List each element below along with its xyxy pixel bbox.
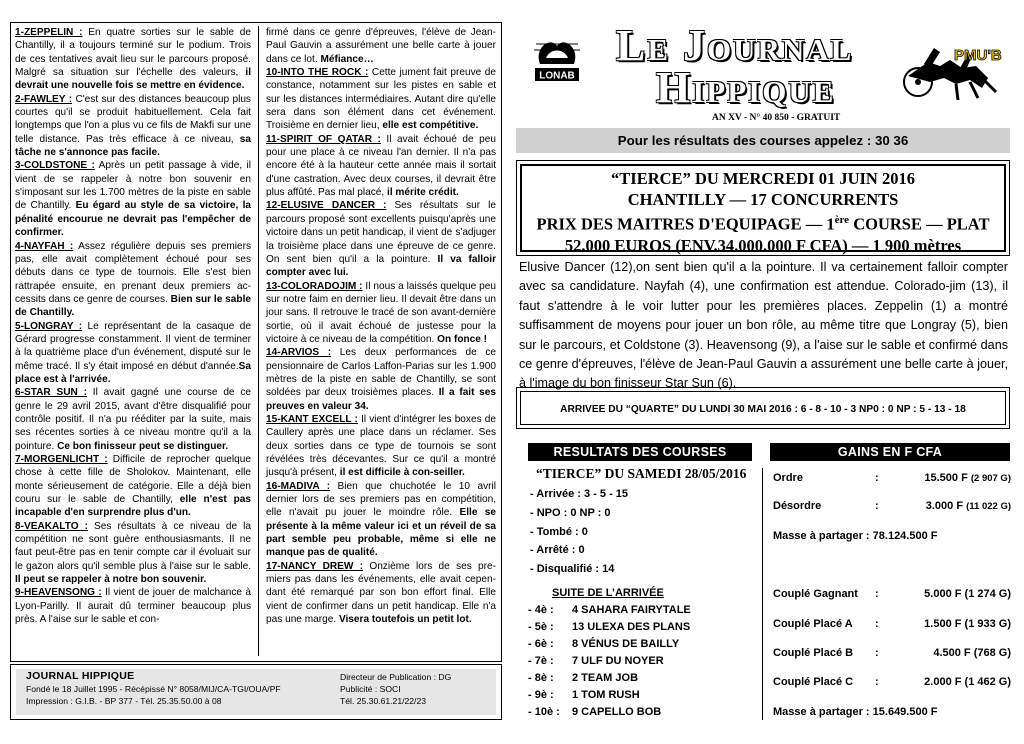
footer-printing: Impression : G.I.B. - BP 377 - Tél. 25.35.50.00 à 08	[26, 696, 222, 706]
quarte-result: ARRIVEE DU “QUARTE” DU LUNDI 30 MAI 2016 : 6 - 8 - 10 - 3 NP0 : 0 NP : 5 - 13 - 18	[520, 391, 1006, 425]
issue-number: AN XV - N° 40 850 - GRATUIT	[712, 113, 841, 123]
result-line: - Tombé : 0	[530, 526, 588, 538]
quarte-box	[516, 387, 1010, 429]
race-purse: 52.000 EUROS (ENV.34.000.000 F CFA) — 1 900 mètres	[564, 235, 962, 255]
commentary-column-2: firmé dans ce genre d'épreuves, l'élève de Jean-Paul Gauvin a assurément une belle carte à jouer dans ce lot. Méfiance… 10-INTO THE ROCK : Cette jument fait preuve de constance, notamment sur les pistes en sable et sur les distances intermédiaires. Autant dire qu'elle sera dans son élément dans cet événement. Troisième en dernier lieu, elle est compétitive. 11-SPIRIT OF QATAR : Il avait échoué de peu pour une place à ce niveau l'an dernier. Il n'a pas encore été à la hauteur cette année mais il sortait d'une castration. Avec deux courses, il devrait être plus affûté. Pas mal placé, il mérite crédit. 12-ELUSIVE DANCER : Ses résultats sur le parcours proposé sont excellents puisqu'après une victoire dans un petit handicap, il vient de s'adjuger la troisième place dans une épreuve de ce genre. On sent bien qu'il a la pointure. Il va falloir compter avec lui. 13-COLORADOJIM : Il nous a laissés quelque peu sur notre faim en dernier lieu. Il devait être dans un jour sans. Il retrouve le tracé de son avant-dernière sortie, où il avait échoué de justesse pour la victoire à ce niveau de la compétition. On fonce ! 14-ARVIOS : Les deux performances de ce pensionnaire de Carlos Laffon-Parias sur les 1.900 mètres de la piste en sable de Chantilly, se sont soldées par deux troisièmes places. Il a fait ses preuves en valeur 34. 15-KANT EXCELL : Il vient d'intégrer les boxes de Caullery après une place dans un réclamer. Ses deux sorties dans ce type de tournois se sont révélées très décevantes. Sur ce qu'il a montré jusqu'à présent, il est difficile à con-seiller. 16-MADIVA : Bien que chuchotée le 10 avril dernier lors de ses premiers pas en compétition, elle n'avait pu jouer le moindre rôle. Elle se présente à la même valeur ici et un réveil de sa part semble peu probable, même si elle ne manque pas de qualité. 17-NANCY DREW : Onzième lors de ses pre-miers pas dans les événements, elle avait cepen-dant été remarqué par son bon effort final. Elle vient de confirmer dans un petit handicap. Elle n'a pas une marge. Visera toutefois un petit lot.	[266, 27, 497, 626]
footer-advertising: Publicité : SOCI	[340, 684, 401, 694]
race-date: “TIERCE” DU MERCREDI 01 JUIN 2016	[611, 169, 915, 188]
result-line: - Disqualifié : 14	[530, 563, 615, 575]
results-title: “TIERCE” DU SAMEDI 28/05/2016	[536, 466, 747, 481]
lonab-logo-text: LONAB	[539, 70, 575, 82]
race-prize: PRIX DES MAITRES D'EQUIPAGE — 1ère COURSE — PLAT	[536, 214, 990, 234]
gains-header: GAINS EN F CFA	[770, 443, 1010, 461]
footer-founded: Fondé le 18 Juillet 1995 - Récépissé N° 8058/MIJ/CA-TGI/OUA/PF	[26, 684, 281, 694]
suite-title: SUITE DE L’ARRIVÉE	[552, 587, 664, 599]
result-line: - Arrivée : 3 - 5 - 15	[530, 488, 629, 500]
commentary-column-1: 1-ZEPPELIN : En quatre sorties sur le sable de Chantilly, il a toujours terminé sur le podium. Trois de ces tentatives avait lieu sur le parcours proposé. Malgré sa situation sur l'échelle des valeurs, il devrait une nouvelle fois se mettre en évidence. 2-FAWLEY : C'est sur des distances beaucoup plus courtes qu'il se produit habituellement. Cela fait longtemps que l'on a plus vu ce fils de Makfi sur une telle distance. Pas très efficace à ce niveau, sa tâche ne s'annonce pas facile. 3-COLDSTONE : Après un petit passage à vide, il vient de se rappeler à notre bon souvenir en s'imposant sur les 1.700 mètres de la piste en sable de Chantilly. Eu égard au style de sa victoire, la pénalité encourue ne devrait pas l'empêcher de confirmer. 4-NAYFAH : Assez régulière depuis ses premiers pas, elle avait complètement échoué pour ses débuts dans ce type de tournois. Elle s'est bien rattrapée ensuite, en prenant deux premiers ac-cessits dans ce genre de courses. Bien sur le sable de Chantilly. 5-LONGRAY : Le représentant de la casaque de Gérard progresse constamment. Il vient de terminer à la quatrième place d'un événement, disputé sur le même tracé. Il s'y était imposé en début d'année.Sa place est à l'arrivée. 6-STAR SUN : Il avait gagné une course de ce genre le 29 avril 2015, avant d'être disqualifié pour contrôle positif. Il n'a pu rééditer par la suite, mais ses récentes sorties à ce niveau montre qu'il a la pointure. Ce bon finisseur peut se distinguer. 7-MORGENLICHT : Difficile de reprocher quelque chose à cette fille de Sholokov. Maintenant, elle monte sérieusement de catégorie. Elle a déjà bien couru sur le sable de Chantilly, elle n'est pas incapable d'en surprendre plus d'un. 8-VEAKALTO : Ses résultats à ce niveau de la compétition ne sont guère enthousiasmants. Il ne faut peut-être pas en tenir compte car il évoluait sur le gazon alors qu'il semble plus à l'aise sur le sable. Il peut se rappeler à notre bon souvenir. 9-HEAVENSONG : Il vient de jouer de malchance à Lyon-Parilly. Il aurait dû terminer beaucoup plus près. A l'aise sur le sable et con-	[15, 27, 252, 626]
prognosis-text: Elusive Dancer (12),on sent bien qu'il a la pointure. Il va certainement falloir compter avec sa candidature. Nayfah (4), une confirmation est attendue. Colorado-jim (13), il faut s'attendre à le voir lutter pour les premières places. Zeppelin (1) a montré suffisamment de moyens pour jouer un bon rôle, au même titre que Longray (5), bien sur le parcours, et Coldstone (3). Heavensong (9), a l'aise sur le sable et confirmé dans ce genre d'épreuves, l'élève de Jean-Paul Gauvin a assurément une belle carte à jouer, à l'image du bon finisseur Star Sun (6).	[519, 260, 1008, 391]
journal-title-line2: Hippique	[656, 63, 836, 112]
footer-director: Directeur de Publication : DG	[340, 672, 452, 682]
pmub-logo	[900, 38, 1010, 104]
publication-footer	[10, 664, 502, 720]
journal-title-line1: Le Journal	[616, 21, 854, 70]
footer-phone: Tél. 25.30.61.21/22/23	[340, 696, 427, 706]
result-line: - NPO : 0 NP : 0	[530, 507, 611, 519]
race-venue: CHANTILLY — 17 CONCURRENTS	[627, 190, 899, 209]
result-line: - Arrêté : 0	[530, 544, 585, 556]
results-divider	[762, 468, 763, 720]
results-header: RESULTATS DES COURSES	[528, 443, 752, 461]
footer-title: JOURNAL HIPPIQUE	[26, 670, 135, 682]
lonab-logo	[532, 34, 582, 92]
column-divider	[258, 26, 259, 656]
race-info-box	[516, 160, 1010, 256]
call-banner: Pour les résultats des courses appelez : 30 36	[516, 128, 1010, 153]
pmub-logo-text: PMU'B	[954, 47, 1002, 64]
